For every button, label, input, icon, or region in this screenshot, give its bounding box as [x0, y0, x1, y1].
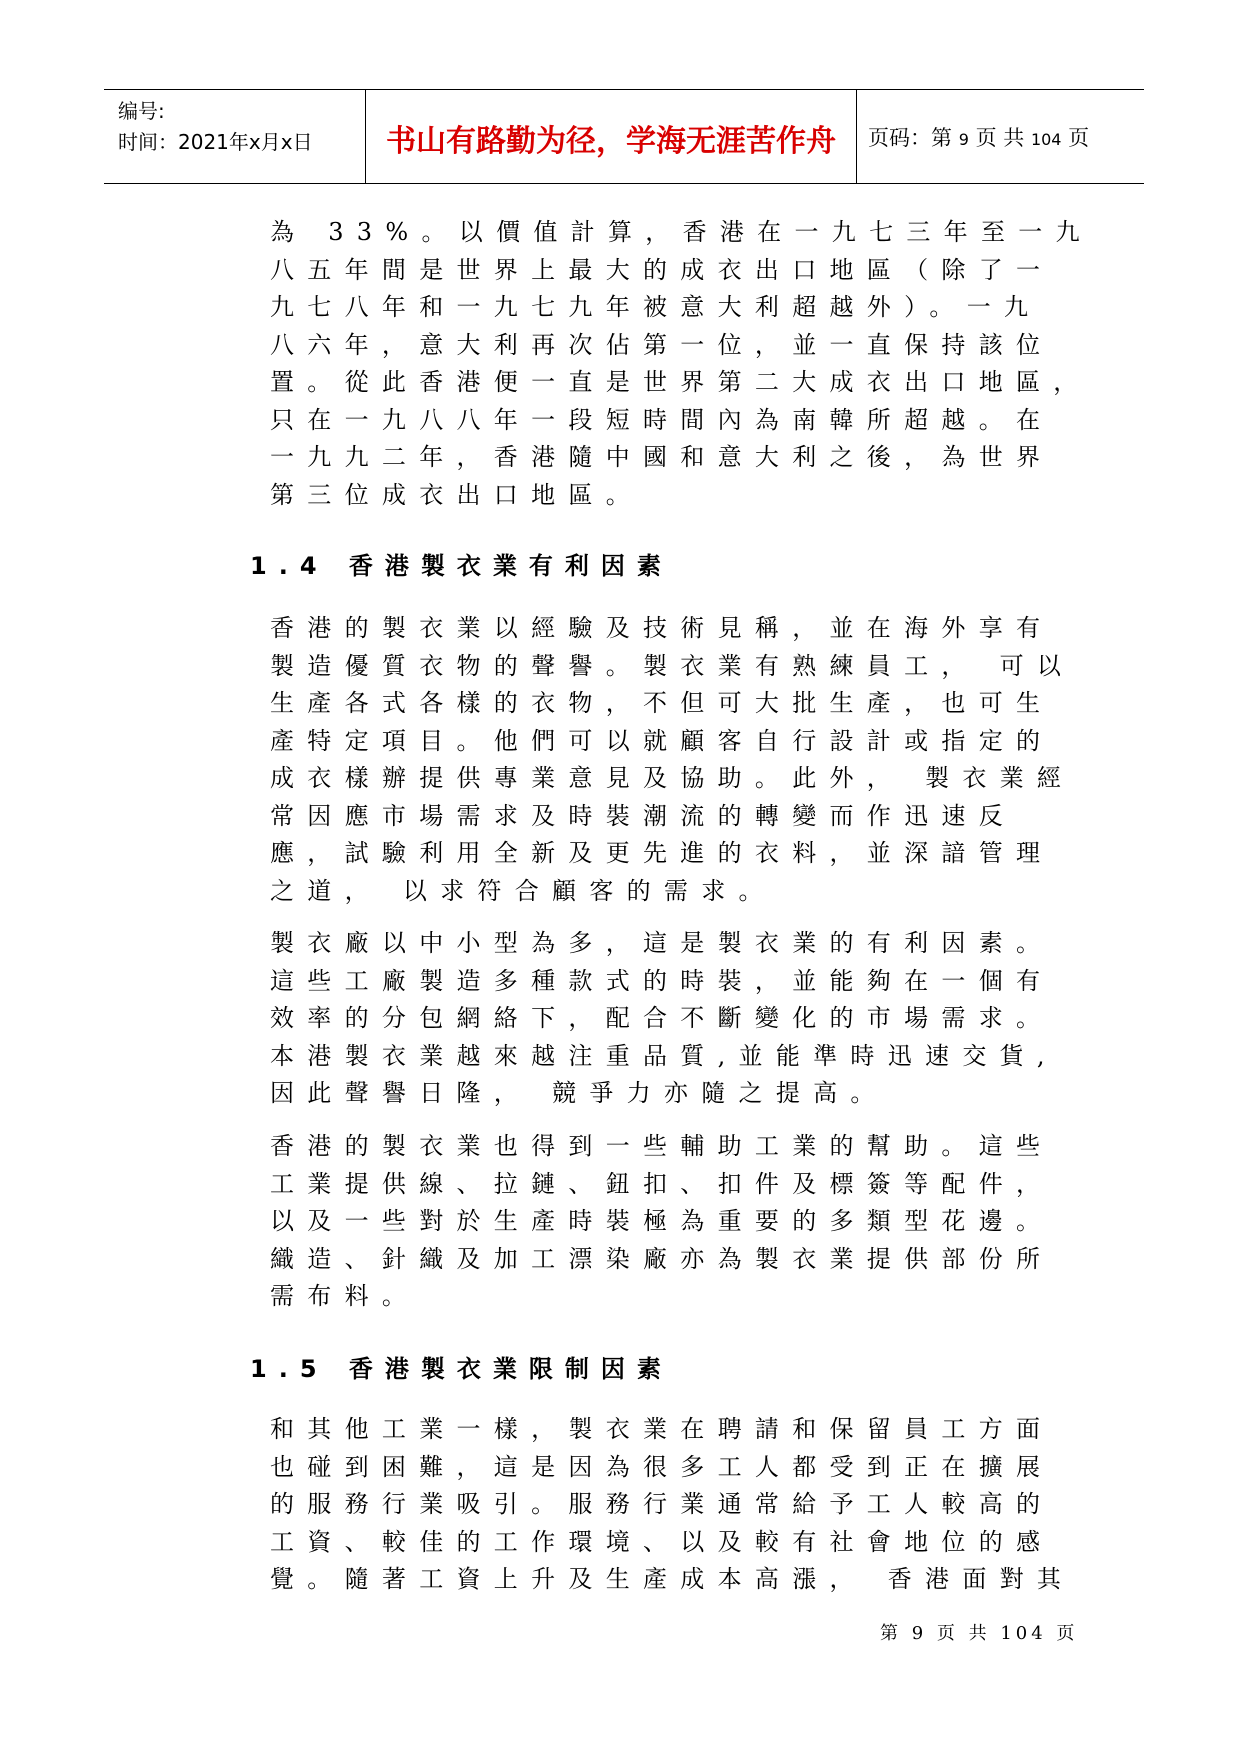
- text-line: 也碰到困難，這是因為很多工人都受到正在擴展: [270, 1452, 1054, 1481]
- text-line: 和其他工業一樣，製衣業在聘請和保留員工方面: [270, 1415, 1054, 1443]
- text-line: 工資、較佳的工作環境、以及較有社會地位的感: [270, 1527, 1054, 1556]
- text-line: 為 33%。以價值計算，香港在一九七三年至一九: [270, 218, 1093, 246]
- paragraph-limitations: [270, 1411, 1075, 1599]
- text-line: 應，試驗利用全新及更先進的衣料，並深諳管理: [270, 839, 1054, 867]
- page-header: [104, 89, 1144, 184]
- section-heading-1-5: 1.5 香港製衣業限制因素: [250, 1355, 673, 1383]
- paragraph-advantages: [270, 610, 1075, 910]
- text-line: 產特定項目。他們可以就顧客自行設計或指定的: [270, 726, 1054, 755]
- text-line: 製造優質衣物的聲譽。製衣業有熟練員工， 可以: [270, 651, 1075, 680]
- text-line: 八六年，意大利再次佔第一位，並一直保持該位: [270, 330, 1054, 359]
- page-footer: 第 9 页 共 104 页: [880, 1623, 1079, 1644]
- page-mid: 页 共: [975, 126, 1025, 150]
- text-line: 一九九二年，香港隨中國和意大利之後，為世界: [270, 443, 1054, 471]
- header-divider: [856, 90, 857, 183]
- text-line: 置。從此香港便一直是世界第二大成衣出口地區，: [270, 368, 1091, 396]
- header-motto: 书山有路勤为径，学海无涯苦作舟: [386, 124, 836, 159]
- header-page-info: [868, 122, 1089, 152]
- text-line: 需布料。: [270, 1282, 420, 1310]
- paragraph-factory-size: [270, 925, 1060, 1113]
- text-line: 香港的製衣業以經驗及技術見稱，並在海外享有: [270, 614, 1054, 642]
- page-number: 9: [958, 130, 969, 149]
- text-line: 常因應市場需求及時裝潮流的轉變而作迅速反: [270, 801, 1016, 830]
- text-line: 製衣廠以中小型為多，這是製衣業的有利因素。: [270, 929, 1054, 957]
- text-line: 生產各式各樣的衣物，不但可大批生產，也可生: [270, 689, 1054, 717]
- number-label: 编号:: [118, 99, 165, 123]
- text-line: 以及一些對於生產時裝極為重要的多類型花邊。: [270, 1207, 1054, 1235]
- text-line: 九七八年和一九七九年被意大利超越外）。一九: [270, 293, 1042, 321]
- text-line: 織造、針織及加工漂染廠亦為製衣業提供部份所: [270, 1244, 1054, 1273]
- page-total: 104: [1030, 130, 1062, 149]
- text-line: 成衣樣辦提供專業意見及協助。此外， 製衣業經: [270, 764, 1075, 792]
- paragraph-export-ranking: [270, 214, 1093, 514]
- section-heading-1-4: 1.4 香港製衣業有利因素: [250, 552, 673, 580]
- text-line: 香港的製衣業也得到一些輔助工業的幫助。這些: [270, 1132, 1054, 1160]
- text-line: 只在一九八八年一段短時間內為南韓所超越。在: [270, 405, 1054, 434]
- text-line: 因此聲譽日隆， 競爭力亦隨之提高。: [270, 1079, 888, 1107]
- text-line: 覺。隨著工資上升及生產成本高漲， 香港面對其: [270, 1565, 1075, 1593]
- text-line: 之道， 以求符合顧客的需求。: [270, 876, 776, 905]
- text-line: 效率的分包網絡下，配合不斷變化的市場需求。: [270, 1004, 1054, 1032]
- page-prefix: 页码：第: [868, 126, 952, 150]
- text-line: 工業提供線、拉鏈、鈕扣、扣件及標簽等配件，: [270, 1169, 1054, 1198]
- text-line: 第三位成衣出口地區。: [270, 480, 643, 509]
- time-label: 时间：2021年x月x日: [118, 130, 313, 154]
- page-suffix: 页: [1068, 126, 1090, 150]
- header-meta: [118, 96, 313, 158]
- text-line: 本港製衣業越來越注重品質,並能準時迅速交貨,: [270, 1041, 1058, 1070]
- text-line: 這些工廠製造多種款式的時裝，並能夠在一個有: [270, 966, 1054, 995]
- paragraph-supporting-industries: [270, 1128, 1060, 1316]
- text-line: 的服務行業吸引。服務行業通常給予工人較高的: [270, 1490, 1054, 1518]
- text-line: 八五年間是世界上最大的成衣出口地區（除了一: [270, 255, 1054, 284]
